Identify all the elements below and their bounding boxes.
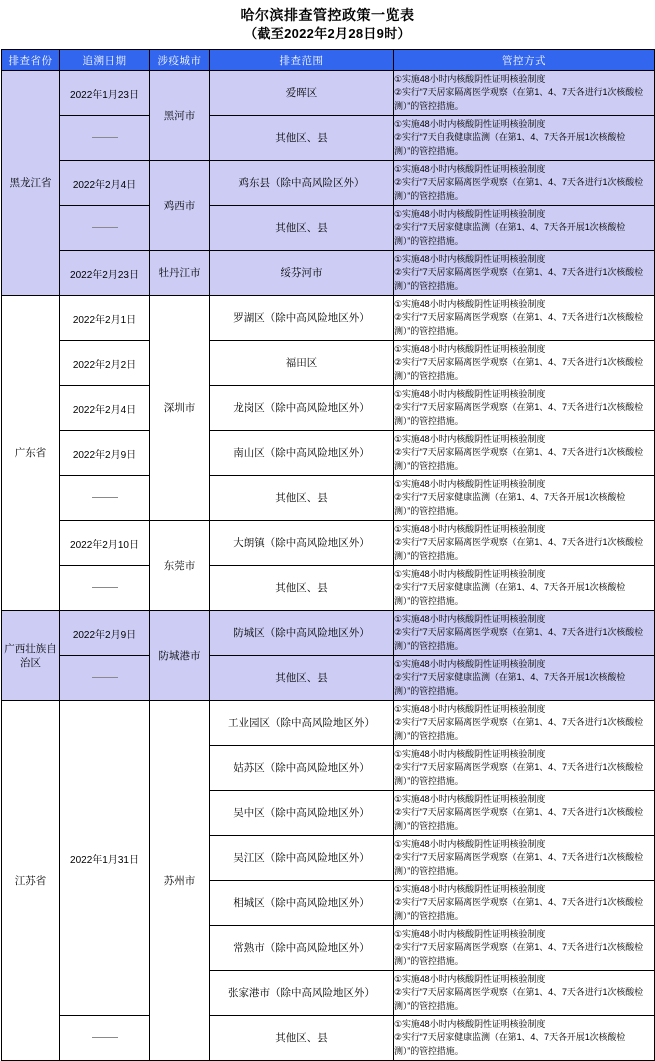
measure-line2: ②实行“7天居家隔离医学观察（在第1、4、7天各进行1次核酸检 xyxy=(394,312,643,323)
measure-line3: 测）”的管控措施。 xyxy=(394,145,464,156)
cell-scope: 常熟市（除中高风险地区外） xyxy=(210,926,394,971)
measure-line3: 测）”的管控措施。 xyxy=(394,550,464,561)
cell-control-measure xyxy=(394,521,655,566)
measure-line1: ①实施48小时内核酸阴性证明核验制度 xyxy=(394,793,546,804)
cell-scope: 绥芬河市 xyxy=(210,251,394,296)
dash-placeholder-icon xyxy=(92,677,118,679)
cell-control-measure xyxy=(394,341,655,386)
measure-line2: ②实行“7天居家隔离医学观察（在第1、4、7天各进行1次核酸检 xyxy=(394,177,643,188)
measure-line2: ②实行“7天居家隔离医学观察（在第1、4、7天各进行1次核酸检 xyxy=(394,897,643,908)
cell-control-measure xyxy=(394,701,655,746)
measure-line1: ①实施48小时内核酸阴性证明核验制度 xyxy=(394,748,546,759)
cell-trace-date: 2022年2月23日 xyxy=(60,251,150,296)
measure-line2: ②实行“7天居家隔离医学观察（在第1、4、7天各进行1次核酸检 xyxy=(394,447,643,458)
table-row xyxy=(2,161,655,206)
cell-trace-date: 2022年2月9日 xyxy=(60,431,150,476)
measure-line2: ②实行“7天居家隔离医学观察（在第1、4、7天各进行1次核酸检 xyxy=(394,717,643,728)
cell-province: 广东省 xyxy=(2,296,60,611)
table-row xyxy=(2,611,655,656)
dash-placeholder-icon xyxy=(92,1037,118,1039)
measure-line3: 测）”的管控措施。 xyxy=(394,730,464,741)
cell-scope: 福田区 xyxy=(210,341,394,386)
measure-line3: 测）”的管控措施。 xyxy=(394,190,464,201)
table-body xyxy=(2,71,655,1061)
cell-control-measure xyxy=(394,926,655,971)
table-row xyxy=(2,206,655,251)
cell-scope: 其他区、县 xyxy=(210,1016,394,1061)
table-row xyxy=(2,251,655,296)
cell-control-measure xyxy=(394,971,655,1016)
table-row xyxy=(2,386,655,431)
cell-province: 黑龙江省 xyxy=(2,71,60,296)
cell-city: 牡丹江市 xyxy=(150,251,210,296)
cell-trace-date: 2022年2月4日 xyxy=(60,161,150,206)
cell-control-measure xyxy=(394,656,655,701)
cell-trace-date-empty xyxy=(60,476,150,521)
measure-line2: ②实行“7天居家健康监测（在第1、4、7天各开展1次核酸检 xyxy=(394,672,626,683)
measure-line3: 测）”的管控措施。 xyxy=(394,1000,464,1011)
cell-control-measure xyxy=(394,836,655,881)
cell-control-measure xyxy=(394,431,655,476)
cell-scope: 工业园区（除中高风险地区外） xyxy=(210,701,394,746)
measure-line3: 测）”的管控措施。 xyxy=(394,370,464,381)
column-header-province: 排查省份 xyxy=(2,50,60,71)
measure-line1: ①实施48小时内核酸阴性证明核验制度 xyxy=(394,883,546,894)
measure-line3: 测）”的管控措施。 xyxy=(394,595,464,606)
measure-line3: 测）”的管控措施。 xyxy=(394,955,464,966)
measure-line2: ②实行“7天居家隔离医学观察（在第1、4、7天各进行1次核酸检 xyxy=(394,807,643,818)
table-row xyxy=(2,566,655,611)
cell-trace-date: 2022年2月9日 xyxy=(60,611,150,656)
column-header-measure: 管控方式 xyxy=(394,50,655,71)
cell-trace-date-empty xyxy=(60,1016,150,1061)
cell-scope: 吴江区（除中高风险地区外） xyxy=(210,836,394,881)
measure-line1: ①实施48小时内核酸阴性证明核验制度 xyxy=(394,118,546,129)
measure-line2: ②实行“7天居家隔离医学观察（在第1、4、7天各进行1次核酸检 xyxy=(394,357,643,368)
measure-line1: ①实施48小时内核酸阴性证明核验制度 xyxy=(394,523,546,534)
measure-line1: ①实施48小时内核酸阴性证明核验制度 xyxy=(394,658,546,669)
cell-province: 广西壮族自治区 xyxy=(2,611,60,701)
cell-city: 黑河市 xyxy=(150,71,210,161)
cell-province: 江苏省 xyxy=(2,701,60,1061)
measure-line3: 测）”的管控措施。 xyxy=(394,640,464,651)
cell-city: 防城港市 xyxy=(150,611,210,701)
page-subtitle: （截至2022年2月28日9时） xyxy=(244,26,411,41)
cell-control-measure xyxy=(394,881,655,926)
cell-control-measure xyxy=(394,611,655,656)
measure-line3: 测）”的管控措施。 xyxy=(394,685,464,696)
measure-line1: ①实施48小时内核酸阴性证明核验制度 xyxy=(394,73,546,84)
measure-line1: ①实施48小时内核酸阴性证明核验制度 xyxy=(394,253,546,264)
cell-scope: 大朗镇（除中高风险地区外） xyxy=(210,521,394,566)
measure-line2: ②实行“7天自我健康监测（在第1、4、7天各开展1次核酸检 xyxy=(394,132,626,143)
measure-line1: ①实施48小时内核酸阴性证明核验制度 xyxy=(394,1018,546,1029)
cell-trace-date-empty xyxy=(60,566,150,611)
cell-scope: 相城区（除中高风险地区外） xyxy=(210,881,394,926)
measure-line2: ②实行“7天居家隔离医学观察（在第1、4、7天各进行1次核酸检 xyxy=(394,987,643,998)
cell-scope: 龙岗区（除中高风险地区外） xyxy=(210,386,394,431)
measure-line1: ①实施48小时内核酸阴性证明核验制度 xyxy=(394,703,546,714)
cell-scope: 防城区（除中高风险地区外） xyxy=(210,611,394,656)
measure-line3: 测）”的管控措施。 xyxy=(394,235,464,246)
measure-line3: 测）”的管控措施。 xyxy=(394,415,464,426)
measure-line1: ①实施48小时内核酸阴性证明核验制度 xyxy=(394,928,546,939)
cell-scope: 其他区、县 xyxy=(210,656,394,701)
measure-line1: ①实施48小时内核酸阴性证明核验制度 xyxy=(394,298,546,309)
measure-line1: ①实施48小时内核酸阴性证明核验制度 xyxy=(394,343,546,354)
table-header-row xyxy=(2,50,655,71)
measure-line3: 测）”的管控措施。 xyxy=(394,460,464,471)
cell-control-measure xyxy=(394,386,655,431)
dash-placeholder-icon xyxy=(92,227,118,229)
measure-line2: ②实行“7天居家隔离医学观察（在第1、4、7天各进行1次核酸检 xyxy=(394,537,643,548)
measure-line2: ②实行“7天居家隔离医学观察（在第1、4、7天各进行1次核酸检 xyxy=(394,267,643,278)
cell-control-measure xyxy=(394,1016,655,1061)
table-row xyxy=(2,656,655,701)
measure-line3: 测）”的管控措施。 xyxy=(394,910,464,921)
table-row xyxy=(2,1016,655,1061)
measure-line3: 测）”的管控措施。 xyxy=(394,505,464,516)
measure-line2: ②实行“7天居家健康监测（在第1、4、7天各开展1次核酸检 xyxy=(394,1032,626,1043)
measure-line2: ②实行“7天居家隔离医学观察（在第1、4、7天各进行1次核酸检 xyxy=(394,852,643,863)
measure-line2: ②实行“7天居家隔离医学观察（在第1、4、7天各进行1次核酸检 xyxy=(394,87,643,98)
measure-line2: ②实行“7天居家隔离医学观察（在第1、4、7天各进行1次核酸检 xyxy=(394,402,643,413)
table-row xyxy=(2,71,655,116)
cell-city: 深圳市 xyxy=(150,296,210,521)
cell-scope: 南山区（除中高风险地区外） xyxy=(210,431,394,476)
table-row xyxy=(2,296,655,341)
dash-placeholder-icon xyxy=(92,587,118,589)
cell-scope: 姑苏区（除中高风险地区外） xyxy=(210,746,394,791)
dash-placeholder-icon xyxy=(92,497,118,499)
cell-trace-date: 2022年2月2日 xyxy=(60,341,150,386)
table-row xyxy=(2,476,655,521)
cell-trace-date: 2022年1月23日 xyxy=(60,71,150,116)
cell-control-measure xyxy=(394,476,655,521)
measure-line3: 测）”的管控措施。 xyxy=(394,865,464,876)
column-header-trace-date: 追溯日期 xyxy=(60,50,150,71)
table-row xyxy=(2,431,655,476)
measure-line3: 测）”的管控措施。 xyxy=(394,820,464,831)
measure-line1: ①实施48小时内核酸阴性证明核验制度 xyxy=(394,613,546,624)
cell-scope: 其他区、县 xyxy=(210,566,394,611)
measure-line3: 测）”的管控措施。 xyxy=(394,775,464,786)
measure-line3: 测）”的管控措施。 xyxy=(394,280,464,291)
cell-scope: 爱晖区 xyxy=(210,71,394,116)
dash-placeholder-icon xyxy=(92,137,118,139)
cell-trace-date: 2022年1月31日 xyxy=(60,701,150,1016)
measure-line2: ②实行“7天居家健康监测（在第1、4、7天各开展1次核酸检 xyxy=(394,492,626,503)
table-row xyxy=(2,701,655,746)
cell-control-measure xyxy=(394,566,655,611)
column-header-scope: 排查范围 xyxy=(210,50,394,71)
measure-line1: ①实施48小时内核酸阴性证明核验制度 xyxy=(394,973,546,984)
measure-line1: ①实施48小时内核酸阴性证明核验制度 xyxy=(394,838,546,849)
policy-table xyxy=(1,49,655,1061)
cell-scope: 其他区、县 xyxy=(210,116,394,161)
measure-line3: 测）”的管控措施。 xyxy=(394,1045,464,1056)
measure-line2: ②实行“7天居家隔离医学观察（在第1、4、7天各进行1次核酸检 xyxy=(394,942,643,953)
cell-scope: 鸡东县（除中高风险区外） xyxy=(210,161,394,206)
cell-scope: 吴中区（除中高风险地区外） xyxy=(210,791,394,836)
cell-control-measure xyxy=(394,116,655,161)
cell-control-measure xyxy=(394,161,655,206)
cell-trace-date-empty xyxy=(60,116,150,161)
cell-trace-date: 2022年2月4日 xyxy=(60,386,150,431)
cell-trace-date-empty xyxy=(60,656,150,701)
measure-line2: ②实行“7天居家健康监测（在第1、4、7天各开展1次核酸检 xyxy=(394,582,626,593)
cell-scope: 其他区、县 xyxy=(210,476,394,521)
cell-scope: 张家港市（除中高风险地区外） xyxy=(210,971,394,1016)
cell-trace-date: 2022年2月1日 xyxy=(60,296,150,341)
table-header xyxy=(2,50,655,71)
cell-scope: 罗湖区（除中高风险地区外） xyxy=(210,296,394,341)
cell-control-measure xyxy=(394,251,655,296)
measure-line1: ①实施48小时内核酸阴性证明核验制度 xyxy=(394,478,546,489)
cell-city: 苏州市 xyxy=(150,701,210,1061)
cell-control-measure xyxy=(394,206,655,251)
cell-control-measure xyxy=(394,791,655,836)
cell-control-measure xyxy=(394,71,655,116)
measure-line2: ②实行“7天居家隔离医学观察（在第1、4、7天各进行1次核酸检 xyxy=(394,762,643,773)
cell-control-measure xyxy=(394,296,655,341)
cell-control-measure xyxy=(394,746,655,791)
measure-line3: 测）”的管控措施。 xyxy=(394,325,464,336)
column-header-city: 涉疫城市 xyxy=(150,50,210,71)
table-row xyxy=(2,341,655,386)
title-block xyxy=(0,0,655,43)
table-row xyxy=(2,521,655,566)
table-row xyxy=(2,116,655,161)
measure-line3: 测）”的管控措施。 xyxy=(394,100,464,111)
measure-line2: ②实行“7天居家健康监测（在第1、4、7天各开展1次核酸检 xyxy=(394,222,626,233)
cell-trace-date-empty xyxy=(60,206,150,251)
cell-city: 东莞市 xyxy=(150,521,210,611)
measure-line2: ②实行“7天居家隔离医学观察（在第1、4、7天各进行1次核酸检 xyxy=(394,627,643,638)
measure-line1: ①实施48小时内核酸阴性证明核验制度 xyxy=(394,208,546,219)
measure-line1: ①实施48小时内核酸阴性证明核验制度 xyxy=(394,433,546,444)
measure-line1: ①实施48小时内核酸阴性证明核验制度 xyxy=(394,388,546,399)
measure-line1: ①实施48小时内核酸阴性证明核验制度 xyxy=(394,163,546,174)
cell-city: 鸡西市 xyxy=(150,161,210,251)
page-title: 哈尔滨排查管控政策一览表 xyxy=(240,7,415,23)
measure-line1: ①实施48小时内核酸阴性证明核验制度 xyxy=(394,568,546,579)
cell-trace-date: 2022年2月10日 xyxy=(60,521,150,566)
cell-scope: 其他区、县 xyxy=(210,206,394,251)
